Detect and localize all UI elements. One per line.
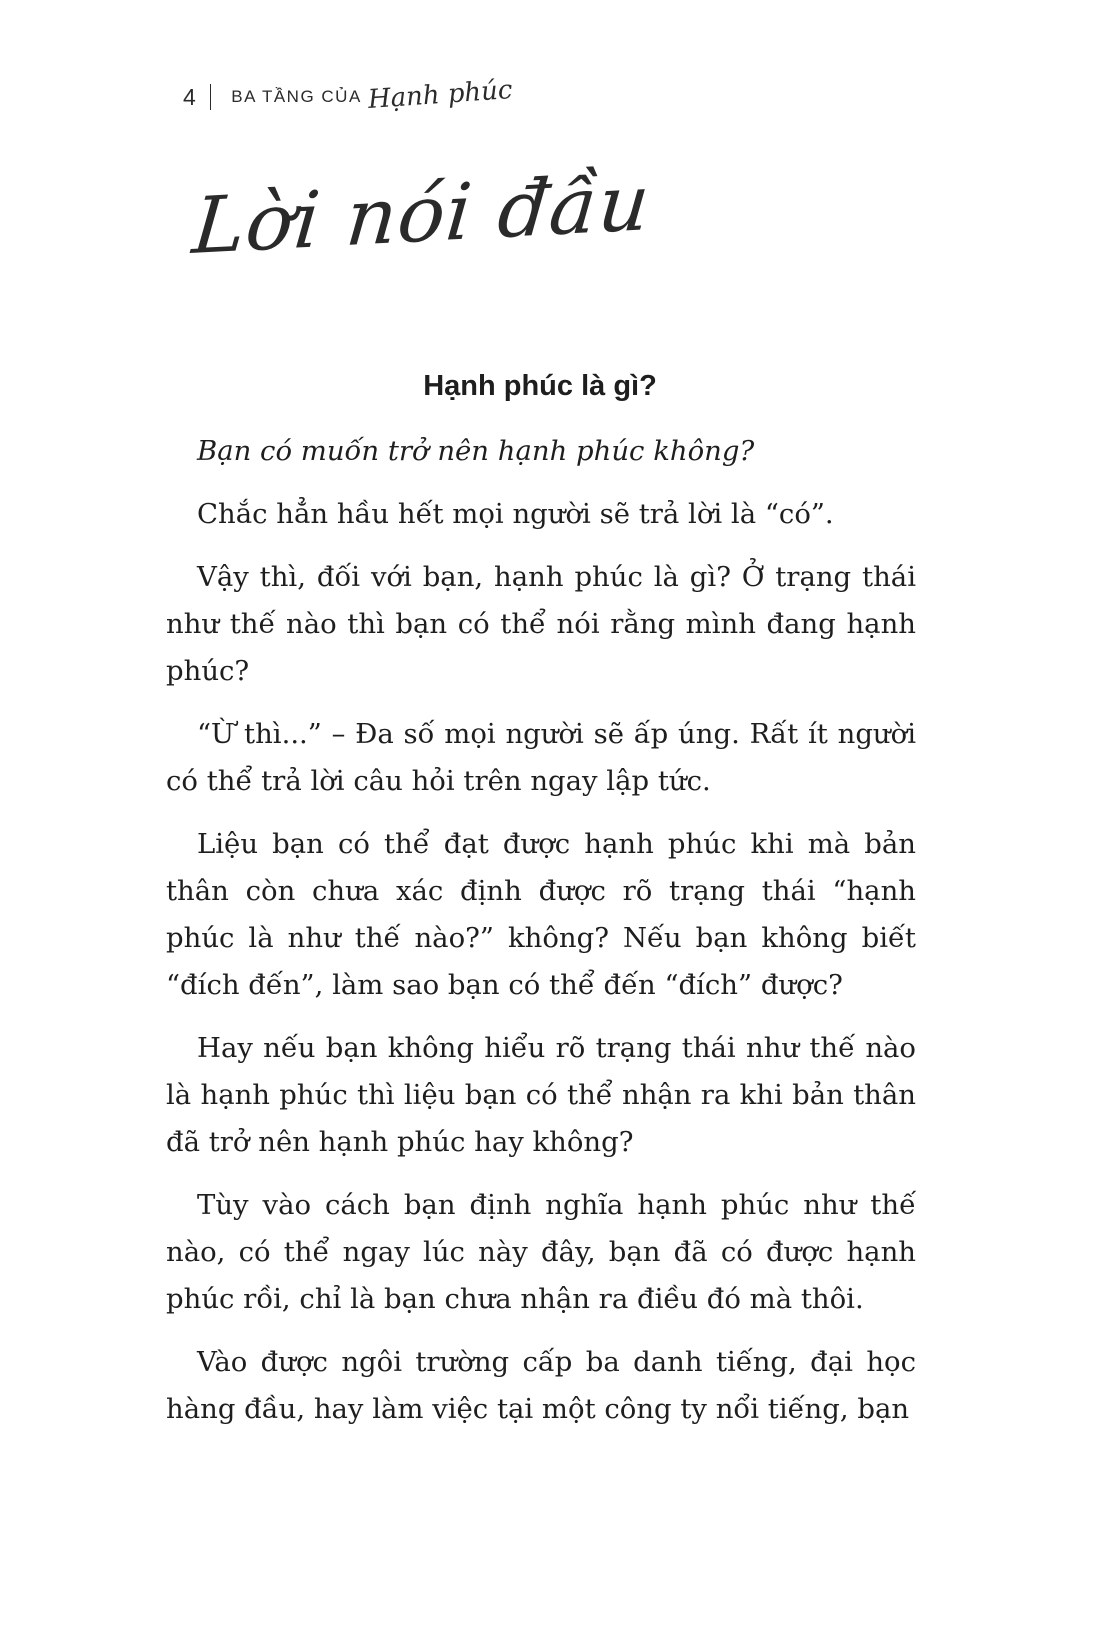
paragraph: Liệu bạn có thể đạt được hạnh phúc khi mà bản thân còn chưa xác định được rõ trạng thái “hạnh phúc là như thế nào?” không? Nếu bạn không biết “đích đến”, làm sao bạn có thể đến “đích” được?: [166, 828, 916, 1001]
paragraph: “Ừ thì...” – Đa số mọi người sẽ ấp úng. Rất ít người có thể trả lời câu hỏi trên ngay lập tức.: [166, 718, 916, 797]
header-divider: [210, 84, 212, 110]
paragraph: Vậy thì, đối với bạn, hạnh phúc là gì? Ở trạng thái như thế nào thì bạn có thể nói rằng mình đang hạnh phúc?: [166, 561, 916, 687]
chapter-title: Lời nói đầu: [189, 158, 655, 272]
paragraph: Bạn có muốn trở nên hạnh phúc không?: [197, 435, 755, 467]
page-number: 4: [183, 83, 197, 110]
body-text: [166, 428, 916, 1433]
paragraph: Vào được ngôi trường cấp ba danh tiếng, đại học hàng đầu, hay làm việc tại một công ty nổi tiếng, bạn: [166, 1346, 916, 1425]
section-heading: Hạnh phúc là gì?: [423, 370, 657, 402]
paragraph: Hay nếu bạn không hiểu rõ trạng thái như thế nào là hạnh phúc thì liệu bạn có thể nhận ra khi bản thân đã trở nên hạnh phúc hay không?: [166, 1032, 916, 1158]
paragraph: Chắc hẳn hầu hết mọi người sẽ trả lời là “có”.: [197, 498, 834, 530]
paragraph: Tùy vào cách bạn định nghĩa hạnh phúc như thế nào, có thể ngay lúc này đây, bạn đã có được hạnh phúc rồi, chỉ là bạn chưa nhận ra điều đó mà thôi.: [166, 1189, 916, 1315]
running-header: [183, 74, 514, 116]
book-title-script: Hạnh phúc: [366, 74, 514, 116]
book-title-caps: BA TẦNG CỦA: [231, 87, 362, 106]
